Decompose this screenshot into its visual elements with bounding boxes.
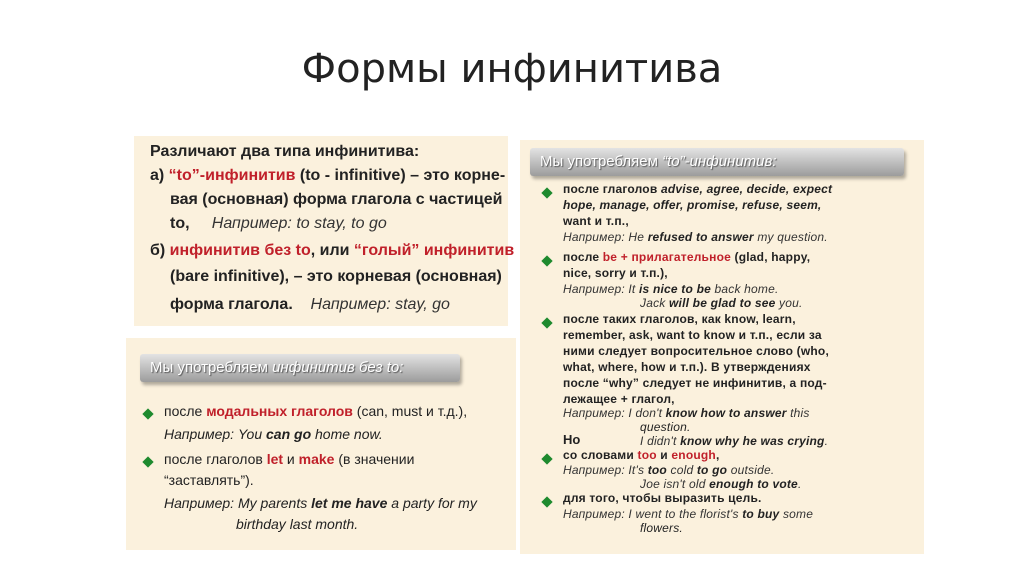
types-heading: Различают два типа инфинитива:	[150, 143, 420, 160]
bare-infinitive-term: инфинитив без to	[169, 242, 311, 259]
example-text: Например: You	[164, 426, 266, 442]
type-b-form: форма глагола.	[170, 296, 293, 313]
example-text: back home.	[710, 282, 779, 296]
item-text: после глаголов	[164, 451, 267, 467]
question-word-item-line-3: ними следует вопросительное слово (who,	[563, 344, 829, 358]
be-adj-example-1	[563, 282, 779, 296]
question-word-example-1-line-2: question.	[640, 420, 691, 434]
example-bold: is nice to be	[639, 282, 711, 296]
example-bold: too	[647, 463, 667, 477]
example-text: Например: It's	[563, 463, 648, 477]
modal-verbs-item	[164, 403, 467, 419]
item-text: и	[656, 448, 672, 462]
banner-text: Мы употребляем	[150, 359, 273, 376]
question-word-item-line-5: после “why” следует не инфинитив, а под-	[563, 376, 827, 390]
verb-list: advise, agree, decide, expect	[660, 182, 833, 196]
example-bold: let me have	[311, 495, 388, 511]
item-text: (can, must и т.д.),	[352, 403, 468, 419]
type-a-line	[150, 167, 505, 185]
enough-term: enough	[671, 448, 716, 462]
example-text: outside.	[727, 463, 775, 477]
question-word-item-line-2: remember, ask, want to know и т.п., если за	[563, 328, 822, 342]
item-text: после	[563, 250, 603, 264]
type-b-line-2: (bare infinitive), – это корневая (основная)	[170, 268, 502, 285]
type-b-example: Например: stay, go	[310, 296, 450, 313]
type-a-line-4	[170, 215, 387, 233]
type-b-or: , или	[310, 242, 354, 259]
be-adj-example-2	[640, 296, 803, 310]
example-text: Например: I don't	[563, 406, 666, 420]
to-infinitive-term: “to”-инфинитив	[168, 167, 296, 184]
type-a-line-3: вая (основная) форма глагола с частицей	[170, 191, 503, 208]
type-b-line	[150, 242, 514, 260]
be-adj-item-line-1	[563, 250, 810, 264]
bullet-icon	[543, 498, 553, 508]
purpose-item: для того, чтобы выразить цель.	[563, 491, 762, 505]
be-adjective-term: be + прилагательное	[602, 250, 731, 264]
purpose-example	[563, 507, 813, 521]
example-text: my question.	[753, 230, 828, 244]
let-term: let	[266, 451, 284, 467]
bare-infinitive-banner	[140, 354, 460, 382]
example-bold: know why he was crying	[680, 434, 825, 448]
to-infinitive-banner	[530, 148, 904, 176]
example-bold: to buy	[742, 507, 780, 521]
to-word: to,	[170, 215, 190, 232]
verbs-item-line-2: hope, manage, offer, promise, refuse, seem,	[563, 198, 822, 212]
too-enough-item	[563, 448, 720, 462]
item-text: ,	[715, 448, 720, 462]
be-adj-item-line-2: nice, sorry и т.п.),	[563, 266, 668, 280]
verbs-example	[563, 230, 828, 244]
modal-verbs-example	[164, 426, 383, 442]
item-text: со словами	[563, 448, 638, 462]
question-word-item-line-6: лежащее + глагол,	[563, 392, 675, 406]
naked-infinitive-term: “голый” инфинитив	[353, 242, 515, 259]
bullet-icon	[543, 257, 553, 267]
too-term: too	[637, 448, 657, 462]
example-bold: will be glad to see	[669, 296, 776, 310]
item-text: (glad, happy,	[731, 250, 811, 264]
example-text: you.	[775, 296, 803, 310]
example-bold: to go	[696, 463, 728, 477]
example-text: Например: I went to the florist's	[563, 507, 743, 521]
example-text: home now.	[311, 426, 383, 442]
bullet-icon	[144, 410, 154, 420]
but-word: Но	[563, 432, 581, 447]
example-text: Например: He	[563, 230, 648, 244]
too-enough-example-2	[640, 477, 801, 491]
example-bold: can go	[266, 426, 312, 442]
question-word-item-line-4: what, where, how и т.п.). В утверждениях	[563, 360, 811, 374]
example-text: .	[797, 477, 802, 491]
item-text: и	[283, 451, 299, 467]
bullet-icon	[543, 319, 553, 329]
banner-text: Мы употребляем	[540, 153, 663, 170]
slide-title: Формы инфинитива	[301, 46, 723, 92]
example-bold: know how to answer	[665, 406, 787, 420]
bullet-icon	[144, 458, 154, 468]
type-b-line-3	[170, 296, 450, 314]
modal-verbs-term: модальных глаголов	[206, 403, 353, 419]
type-a-desc: (to - infinitive) – это корне-	[295, 167, 506, 184]
question-word-example-2	[640, 434, 828, 448]
verbs-item-line-3: want и т.п.,	[563, 214, 629, 228]
question-word-example-1	[563, 406, 810, 420]
example-text: a party for my	[387, 495, 477, 511]
example-bold: refused to answer	[647, 230, 754, 244]
let-make-item	[164, 451, 414, 467]
item-text: после	[164, 403, 207, 419]
verbs-item-line-1	[563, 182, 832, 196]
example-text: Joe isn't old	[640, 477, 710, 491]
question-word-item-line-1: после таких глаголов, как know, learn,	[563, 312, 796, 326]
banner-term: “to”-инфинитив:	[662, 153, 777, 170]
example-text: Jack	[640, 296, 670, 310]
item-text: после глаголов	[563, 182, 661, 196]
let-make-example	[164, 495, 477, 511]
bullet-icon	[543, 189, 553, 199]
example-text: cold	[666, 463, 697, 477]
let-make-example-line-2: birthday last month.	[236, 516, 359, 532]
example-text: .	[824, 434, 829, 448]
too-enough-example-1	[563, 463, 774, 477]
type-b-prefix: б)	[150, 242, 170, 259]
make-term: make	[298, 451, 335, 467]
type-a-prefix: а)	[150, 167, 169, 184]
example-text: some	[779, 507, 814, 521]
bullet-icon	[543, 455, 553, 465]
banner-term: инфинитив без to:	[272, 359, 404, 376]
purpose-example-line-2: flowers.	[640, 521, 683, 535]
type-a-example: Например: to stay, to go	[211, 215, 387, 232]
let-make-item-line-2: “заставлять”).	[164, 472, 254, 488]
example-bold: enough to vote	[709, 477, 798, 491]
example-text: I didn't	[640, 434, 681, 448]
example-text: Например: It	[563, 282, 640, 296]
example-text: Например: My parents	[164, 495, 312, 511]
item-text: (в значении	[334, 451, 415, 467]
example-text: this	[786, 406, 810, 420]
